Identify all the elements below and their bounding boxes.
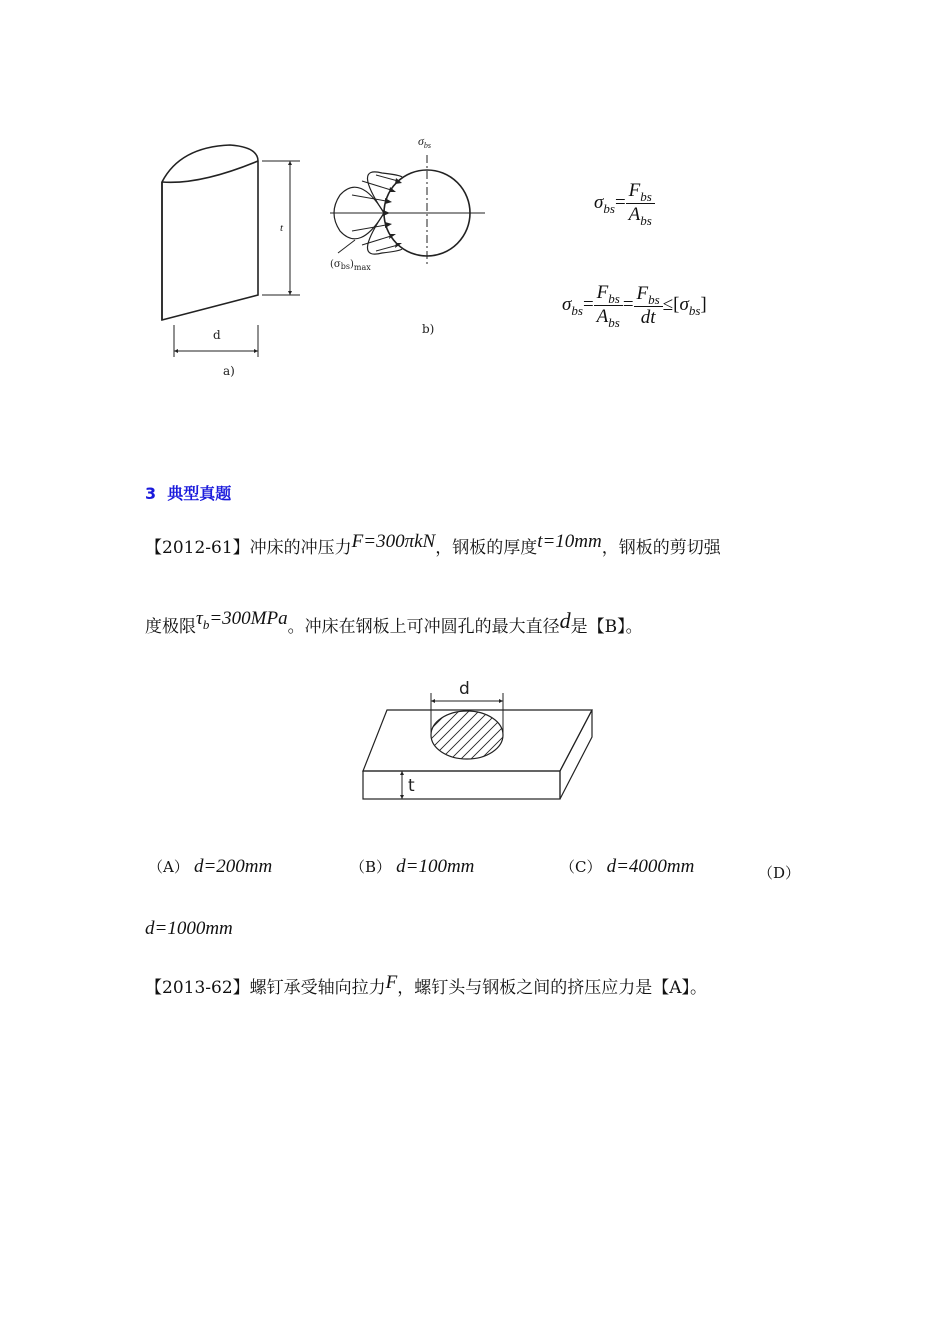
cond-sigma: σ <box>562 293 572 315</box>
tau-symbol: τ <box>196 608 203 629</box>
cond-sigma-allow-sub: bs <box>688 302 701 318</box>
option-d-value: d=1000mm <box>145 918 233 939</box>
formula-numerator: F <box>628 180 641 201</box>
question-2 <box>145 973 707 999</box>
tau-sub: b <box>202 617 210 632</box>
cond-equals-2: = <box>622 293 634 315</box>
option-c-value: d=4000mm <box>606 856 695 877</box>
cond-den2: dt <box>640 306 656 328</box>
cond-num1-sub: bs <box>608 291 620 306</box>
option-b[interactable] <box>350 856 474 878</box>
sigma-max-sub: bs <box>340 262 350 271</box>
sigma-max-close: ) <box>349 259 354 270</box>
question-1-line-2 <box>145 608 643 638</box>
formula-sigma-sub: bs <box>603 200 615 216</box>
cond-num2-sub: bs <box>648 291 660 307</box>
question-2-force: F <box>385 972 398 993</box>
sigma-max-max: max <box>353 263 371 272</box>
cond-sigma-allow: σ <box>679 293 689 315</box>
question-1-tau <box>196 608 288 632</box>
cond-den1: A <box>596 306 609 327</box>
question-1-text-5: 。冲床在钢板上可冲圆孔的最大直径 <box>287 617 560 637</box>
option-a[interactable] <box>148 856 272 878</box>
cond-leq: ≤[ <box>662 293 680 315</box>
sigma-max-open: (σ <box>330 259 341 270</box>
question-1-text-1: 冲床的冲压力 <box>249 538 352 558</box>
option-b-value: d=100mm <box>396 856 475 877</box>
d-label: d <box>213 328 221 342</box>
option-d-key: （D） <box>758 864 801 882</box>
cond-equals: = <box>582 293 594 315</box>
option-a-key: （A） <box>148 858 189 876</box>
formula-equals: = <box>614 191 626 213</box>
svg-text:σbs <box>418 134 431 150</box>
question-2-text-1: 螺钉承受轴向拉力 <box>249 978 386 998</box>
question-1-force: F=300πkN <box>351 531 436 552</box>
option-a-value: d=200mm <box>193 856 273 877</box>
formula-numerator-sub: bs <box>640 189 652 204</box>
figure-b-label: b) <box>422 322 435 336</box>
option-b-key: （B） <box>350 858 392 876</box>
punched-plate-figure <box>355 675 605 810</box>
option-d-value-line <box>145 918 233 940</box>
option-c[interactable] <box>560 856 694 878</box>
bearing-strength-condition <box>562 282 707 329</box>
t-label: t <box>280 222 284 234</box>
formula-fraction <box>626 180 655 227</box>
question-1-text-6: 是【B】。 <box>570 617 643 637</box>
cond-den1-sub: bs <box>608 315 620 330</box>
question-1-d: d <box>559 608 571 633</box>
plate-t-label: t <box>408 776 415 796</box>
question-1-thickness: t=10mm <box>537 531 602 552</box>
section-number: 3 <box>145 484 157 503</box>
option-c-key: （C） <box>560 858 602 876</box>
cond-fraction-1 <box>594 282 623 329</box>
formula-denominator-sub: bs <box>640 213 652 228</box>
cond-sigma-sub: bs <box>571 302 583 318</box>
option-d[interactable] <box>758 862 800 883</box>
tau-value: =300MPa <box>209 608 288 629</box>
svg-text:(σbs)max <box>330 259 371 272</box>
formula-denominator: A <box>628 204 641 225</box>
figure-a-label: a) <box>223 364 235 378</box>
cond-close-bracket: ] <box>700 293 707 315</box>
question-2-text-2: ，螺钉头与钢板之间的挤压应力是【A】。 <box>397 978 708 998</box>
question-1-tag: 【2012-61】 <box>145 538 250 558</box>
sigma-sub: bs <box>423 141 432 150</box>
question-2-tag: 【2013-62】 <box>145 978 250 998</box>
plate-d-label: d <box>459 679 470 699</box>
cond-num2: F <box>636 282 649 304</box>
bearing-stress-formula <box>594 180 655 227</box>
cond-fraction-2 <box>634 283 663 329</box>
cond-num1: F <box>596 282 609 303</box>
question-1-text-2: ，钢板的厚度 <box>435 538 538 558</box>
bearing-stress-figure <box>140 125 500 385</box>
section-heading <box>145 481 231 504</box>
question-1-text-4: 度极限 <box>145 617 196 637</box>
question-1-line-1 <box>145 533 721 559</box>
section-title: 典型真题 <box>167 484 232 503</box>
sigma-label: σ <box>418 134 424 148</box>
formula-sigma: σ <box>594 191 604 213</box>
question-1-text-3: ，钢板的剪切强 <box>601 538 721 558</box>
